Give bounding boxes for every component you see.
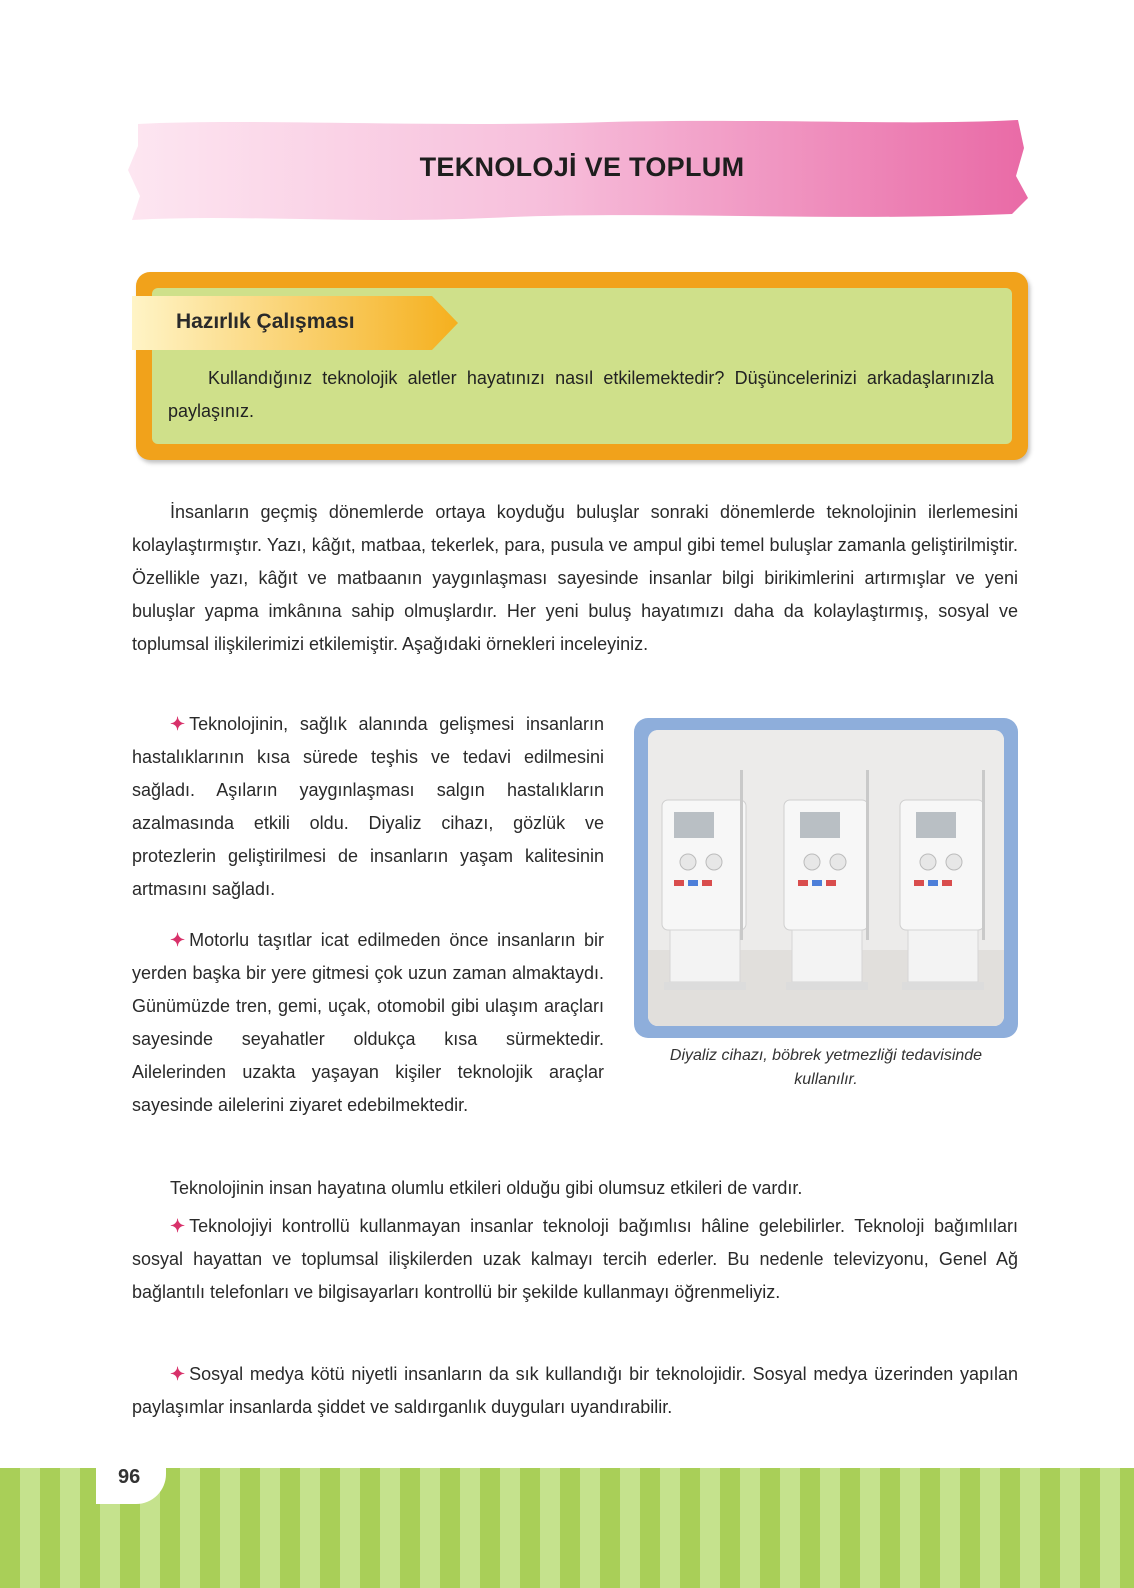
preparation-text: Kullandığınız teknolojik aletler hayatınızı nasıl etkilemektedir? Düşüncelerinizi arkadaşlarınızla paylaşınız. (168, 368, 994, 421)
title-banner (128, 118, 1036, 226)
dialysis-machines-photo (648, 730, 1004, 1026)
bullet-social-media (132, 1358, 1018, 1424)
bullet-marker: ✦ (170, 1216, 186, 1236)
bullet-marker: ✦ (170, 1364, 186, 1384)
bullet-health-text: Teknolojinin, sağlık alanında gelişmesi insanların hastalıklarının kısa sürede teşhis ve tedavi edilmesini sağladı. Aşıların yaygınlaşması salgın hastalıkların azalmasında etkili oldu. Diyaliz cihazı, gözlük ve protezlerin geliştirilmesi de insanların yaşam kalitesinin artmasını sağladı. (132, 714, 604, 899)
bullet-addiction-text: Teknolojiyi kontrollü kullanmayan insanlar teknoloji bağımlısı hâline gelebilirler. Teknoloji bağımlıları sosyal hayattan ve toplumsal ilişkilerden uzak kalmayı tercih ederler. Bu nedenle televizyonu, Genel Ağ bağlantılı telefonları ve bilgisayarları kontrollü bir şekilde kullanmayı öğrenmeliyiz. (132, 1216, 1018, 1302)
bullet-health (132, 708, 604, 906)
bullet-marker: ✦ (170, 714, 186, 734)
bullet-addiction (132, 1210, 1018, 1309)
bullet-transport (132, 924, 604, 1122)
bullet-marker: ✦ (170, 930, 186, 950)
preparation-tag (132, 296, 462, 350)
preparation-heading: Hazırlık Çalışması (176, 310, 355, 333)
page-number: 96 (118, 1466, 141, 1488)
bullet-transport-text: Motorlu taşıtlar icat edilmeden önce insanların bir yerden başka bir yere gitmesi çok uzun zaman almaktaydı. Günümüzde tren, gemi, uçak, otomobil gibi ulaşım araçları sayesinde seyahatler oldukça kısa sürmektedir. Ailelerinden uzakta yaşayan kişiler teknolojik araçlar sayesinde ailelerini ziyaret edebilmektedir. (132, 930, 604, 1115)
footer-stripes (0, 1468, 1134, 1588)
photo-frame (634, 718, 1018, 1038)
intro-paragraph: İnsanların geçmiş dönemlerde ortaya koyduğu buluşlar sonraki dönemlerde teknolojinin ilerlemesini kolaylaştırmıştır. Yazı, kâğıt, matbaa, tekerlek, para, pusula ve ampul gibi temel buluşlar zamanla geliştirilmiştir. Özellikle yazı, kâğıt ve matbaanın yaygınlaşması sayesinde insanlar bilgi birikimlerini artırmışlar ve yeni buluşlar yapma imkânına sahip olmuşlardır. Her yeni buluş hayatımızı daha da kolaylaştırmış, sosyal ve toplumsal ilişkilerimizi etkilemiştir. Aşağıdaki örnekleri inceleyiniz. (132, 502, 1018, 654)
dialysis-machines-illustration (648, 730, 1004, 1026)
page-title: TEKNOLOJİ VE TOPLUM (419, 152, 745, 182)
bullet-social-text: Sosyal medya kötü niyetli insanların da sık kullandığı bir teknolojidir. Sosyal medya üzerinden yapılan paylaşımlar insanlarda şiddet ve saldırganlık duyguları uyandırabilir. (132, 1364, 1018, 1417)
negative-intro: Teknolojinin insan hayatına olumlu etkileri olduğu gibi olumsuz etkileri de vardır. (170, 1178, 803, 1198)
photo-caption: Diyaliz cihazı, böbrek yetmezliği tedavisinde kullanılır. (669, 1047, 983, 1088)
